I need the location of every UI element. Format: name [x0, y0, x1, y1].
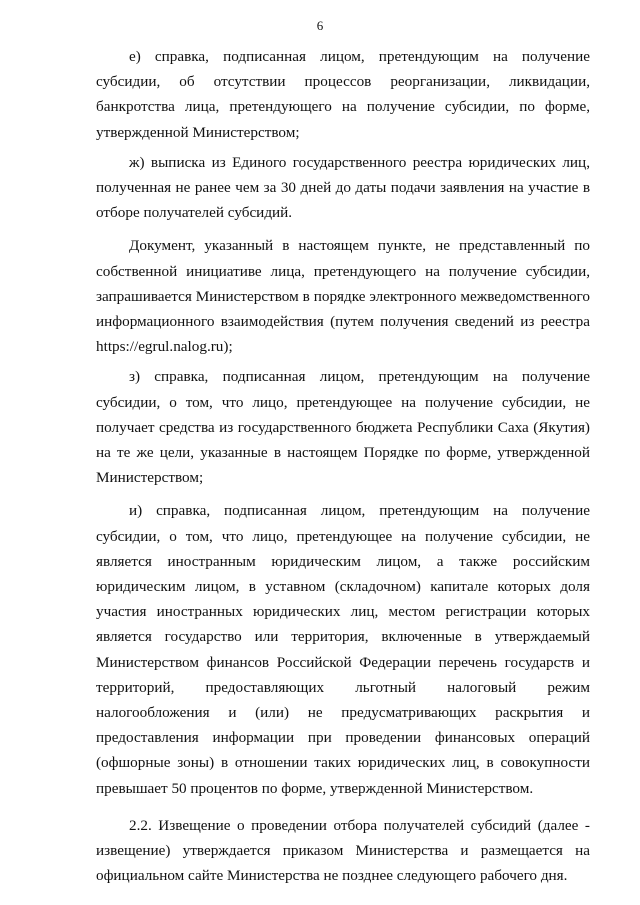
- paragraph-section-2-2: 2.2. Извещение о проведении отбора получателей субсидий (далее - извещение) утверждается приказом Министерства и размещается на официальном сайте Министерства не позднее следующего рабочего дня.: [96, 816, 590, 885]
- paragraph-item-i: и) справка, подписанная лицом, претендующим на получение субсидии, о том, что лицо, претендующее на получение субсидии, не является иностранным юридическим лицом, а также российским юридическим лицом, в уставном (складочном) капитале которых доля участия иностранных юридических лиц, местом регистрации которых является государство или территория, включенные в утверждаемый Министерством финансов Российской Федерации перечень государств и территорий, предоставляющих льготный налоговый режим налогообложения и (или) не предусматривающих раскрытия и предоставления информации при проведении финансовых операций (офшорные зоны) в отношении таких юридических лиц, в совокупности превышает 50 процентов по форме, утвержденной Министерством.: [96, 502, 590, 797]
- page-number: 6: [316, 18, 324, 33]
- paragraph-item-e: е) справка, подписанная лицом, претендующим на получение субсидии, об отсутствии процессов реорганизации, ликвидации, банкротства лица, претендующего на получение субсидии, по форме, утвержденной Министерством;: [96, 48, 590, 141]
- paragraph-item-zh: ж) выписка из Единого государственного реестра юридических лиц, полученная не ранее чем за 30 дней до даты подачи заявления на участие в отборе получателей субсидий.: [96, 153, 590, 222]
- document-body: [96, 44, 590, 889]
- paragraph-item-z: з) справка, подписанная лицом, претендующим на получение субсидии, о том, что лицо, претендующее на получение субсидии, не получает средства из государственного бюджета Республики Саха (Якутия) на те же цели, указанные в настоящем Порядке по форме, утвержденной Министерством;: [96, 368, 590, 487]
- paragraph-document-request: Документ, указанный в настоящем пункте, не представленный по собственной инициативе лица, претендующего на получение субсидии, запрашивается Министерством в порядке электронного межведомственного информационного взаимодействия (путем получения сведений из реестра https://egrul.nalog.ru);: [96, 237, 590, 356]
